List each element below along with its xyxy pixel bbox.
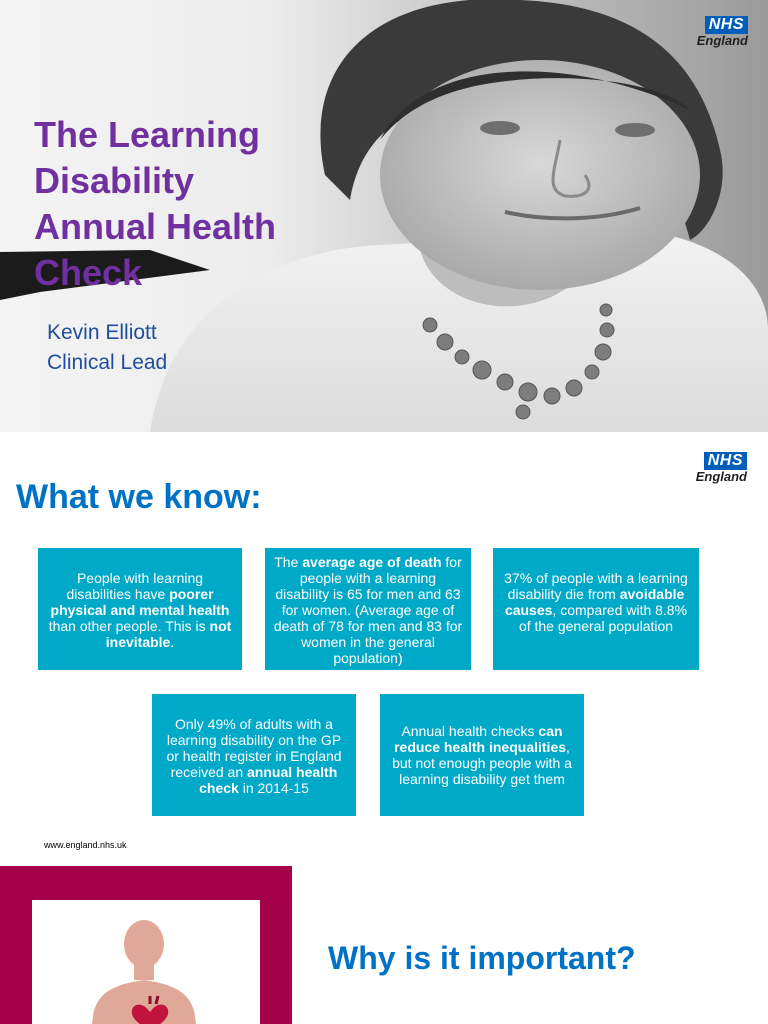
- fact-text: Annual health checks: [401, 723, 539, 739]
- title-line: The Learning: [34, 114, 261, 155]
- fact-text: The: [274, 554, 303, 570]
- author-name: Kevin Elliott: [47, 321, 157, 344]
- author-block: [47, 318, 167, 378]
- nhs-logo-mark: NHS: [705, 16, 748, 34]
- fact-box-age-of-death: [265, 548, 471, 670]
- fact-text: Only 49% of adults with a learning disability on the GP or health register in England received an: [166, 716, 342, 780]
- fact-text: than other people. This is: [48, 618, 210, 634]
- fact-text: People with learning disabilities have: [66, 570, 204, 602]
- title-line: Check: [34, 252, 143, 293]
- fact-box-avoidable-causes: [493, 548, 699, 670]
- title-line: Annual Health: [34, 206, 277, 247]
- nhs-england-logo: [679, 452, 747, 484]
- fact-box-health: [38, 548, 242, 670]
- nhs-logo-region: England: [695, 469, 747, 484]
- fact-emphasis: poorer physical and mental health: [50, 586, 230, 618]
- side-panel: [0, 866, 292, 1024]
- fact-box-reduce-inequalities: [380, 694, 584, 816]
- fact-box-health-check-uptake: [152, 694, 356, 816]
- fact-emphasis: avoidable causes: [504, 586, 685, 618]
- fact-text: , compared with 8.8% of the general population: [518, 602, 688, 634]
- nhs-logo-mark: NHS: [704, 452, 747, 470]
- what-we-know-slide: [0, 432, 768, 864]
- author-role: Clinical Lead: [47, 351, 168, 374]
- illustration-card: [32, 900, 260, 1024]
- fact-emphasis: can reduce health inequalities: [394, 723, 567, 755]
- fact-text: 37% of people with a learning disability die from: [504, 570, 688, 602]
- body-organs-illustration: [32, 900, 260, 1024]
- slide-heading: Why is it important?: [328, 940, 636, 976]
- fact-text: .: [170, 634, 175, 650]
- fact-text: , but not enough people with a learning disability get them: [392, 739, 572, 787]
- fact-emphasis: average age of death: [302, 554, 442, 570]
- footer-url: www.england.nhs.uk: [44, 840, 127, 850]
- nhs-england-logo: [680, 16, 748, 48]
- title-slide: [0, 0, 768, 432]
- title-line: Disability: [34, 160, 195, 201]
- presentation-title: [34, 112, 324, 296]
- fact-emphasis: not inevitable: [105, 618, 232, 650]
- nhs-logo-region: England: [696, 33, 748, 48]
- fact-text: in 2014-15: [238, 780, 309, 796]
- fact-text: for people with a learning disability is 65 for men and 63 for women. (Average age of death of 78 for men and 83 for women in the general population): [273, 554, 463, 666]
- fact-emphasis: annual health check: [199, 764, 338, 796]
- why-important-slide: [0, 864, 768, 1024]
- slide-heading: What we know:: [16, 478, 262, 516]
